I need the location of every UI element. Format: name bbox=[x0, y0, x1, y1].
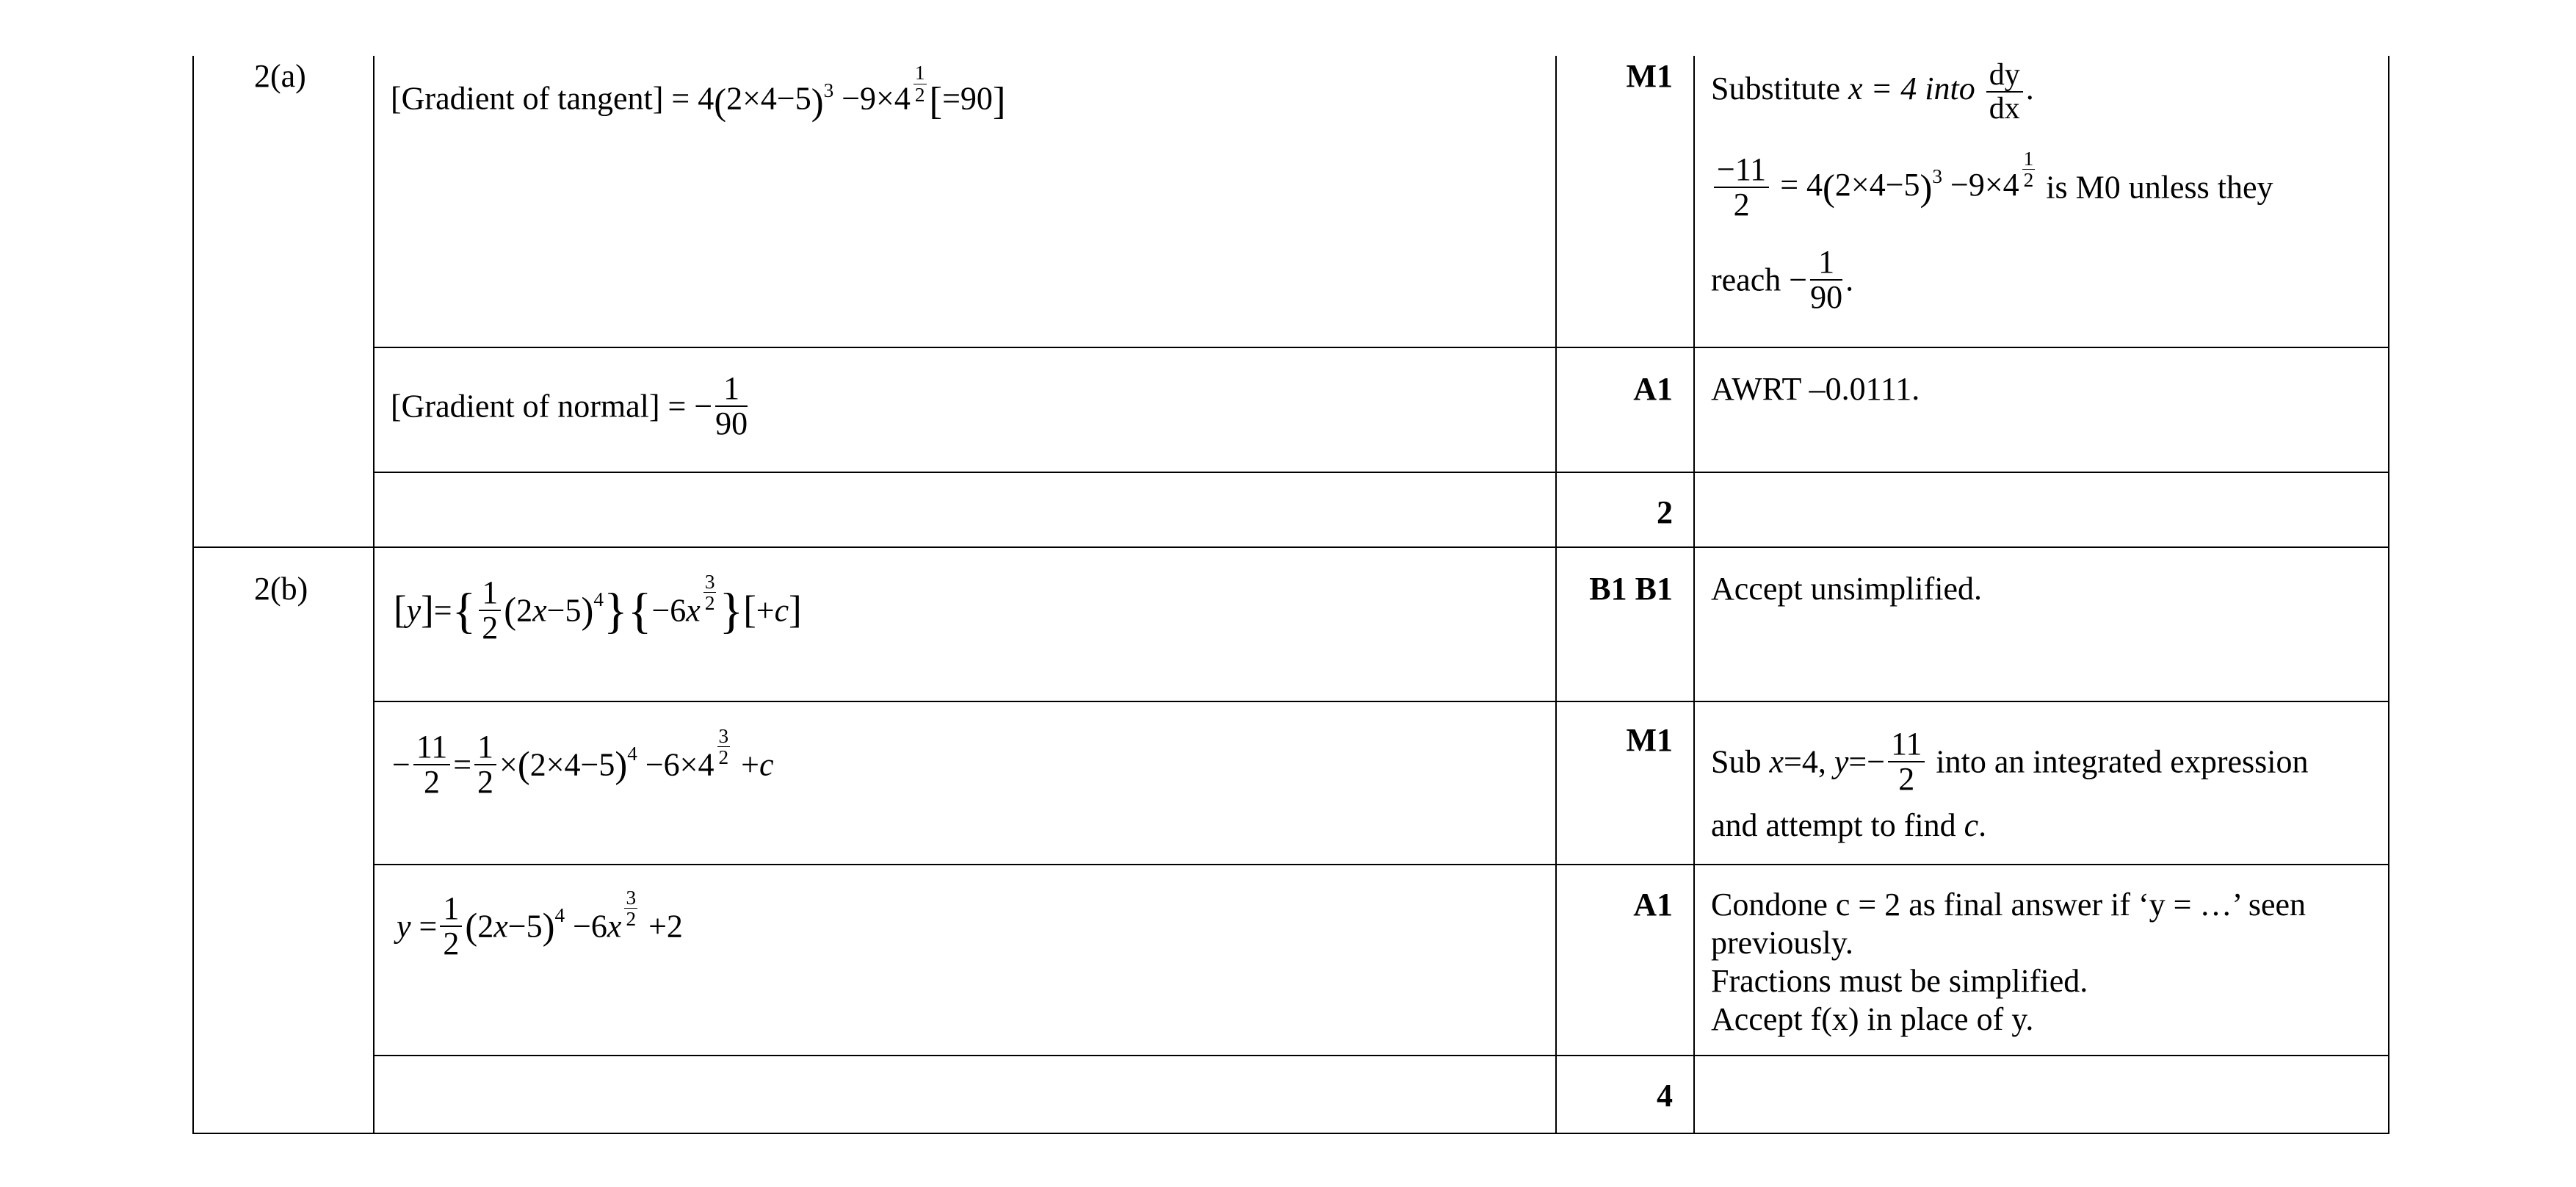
mark-m1-tangent: M1 bbox=[1626, 58, 1673, 94]
table-border-left bbox=[192, 56, 194, 1134]
guidance-sub-tail: into an integrated expression bbox=[1928, 743, 2309, 780]
answer-prefix: [Gradient of tangent] = bbox=[391, 80, 698, 117]
guidance-unsimplified: Accept unsimplified. bbox=[1711, 571, 1983, 607]
question-number-2b: 2(b) bbox=[254, 571, 308, 607]
answer-integral: [y]={ $\frac{1}{2}$ $(2x-5)^4\}\{-6x$ $\frac{3}{2}$ }[+c] bbox=[394, 570, 802, 646]
guidance-equation-m0: $\frac{-11}{2}$ = $4(2\times 4-5)^3 -9\times 4$ $\frac{1}{2}$ is M0 unless they bbox=[1711, 153, 2273, 222]
dx-text: dx bbox=[1989, 92, 2020, 126]
row-divider bbox=[192, 546, 2389, 548]
guidance-fractions: Fractions must be simplified. bbox=[1711, 963, 2088, 999]
mark-m1-substitution: M1 bbox=[1626, 722, 1673, 758]
guidance-period: . bbox=[2025, 71, 2034, 107]
guidance-substitute bbox=[1711, 59, 2034, 125]
dy-text: dy bbox=[1986, 59, 2023, 93]
answer-substitution: − $\frac{11}{2}$ = $\frac{1}{2}$ $\times(2\times 4-5)^4 -6\times 4$ $\frac{3}{2}$ +c bbox=[392, 724, 774, 801]
guidance-m0-suffix: is M0 unless they bbox=[2038, 169, 2273, 206]
mark-a1-normal: A1 bbox=[1633, 371, 1673, 407]
normal-prefix: [Gradient of normal] = bbox=[391, 388, 695, 425]
guidance-reach: reach − $\frac{1}{90}$ . bbox=[1711, 244, 1854, 316]
table-border-right bbox=[2388, 56, 2389, 1134]
guidance-find-c: and attempt to find c. bbox=[1711, 807, 1987, 843]
dy-dx-fraction bbox=[1986, 59, 2023, 125]
answer-gradient-of-normal: [Gradient of normal] = − $\frac{1}{90}$ bbox=[391, 370, 748, 442]
total-marks-2b: 4 bbox=[1657, 1078, 1673, 1114]
row-divider bbox=[373, 701, 2389, 702]
answer-final-y: y = $\frac{1}{2}$ $(2x-5)^4 -6x$ $\frac{3}{2}$ +2 bbox=[397, 886, 683, 962]
table-divider-question bbox=[373, 56, 375, 1134]
row-divider bbox=[373, 1055, 2389, 1056]
question-number-2a: 2(a) bbox=[254, 58, 306, 94]
mark-a1-final: A1 bbox=[1633, 887, 1673, 923]
minus-eleven-over-two: $\frac{-11}{2}$ bbox=[1714, 153, 1769, 222]
one-over-ninety: $\frac{1}{90}$ bbox=[1810, 244, 1843, 316]
table-border-bottom bbox=[192, 1133, 2389, 1134]
total-marks-2a: 2 bbox=[1657, 494, 1673, 530]
guidance-condone: Condone c = 2 as final answer if ‘y = …’ seen bbox=[1711, 887, 2307, 923]
mark-b1-b1: B1 B1 bbox=[1589, 571, 1673, 607]
guidance-previously: previously. bbox=[1711, 925, 1853, 961]
row-divider bbox=[373, 864, 2389, 865]
eleven-over-two: $\frac{11}{2}$ bbox=[1888, 727, 1925, 796]
normal-fraction: $\frac{1}{90}$ bbox=[715, 370, 748, 442]
guidance-substitute-intro: Substitute bbox=[1711, 71, 1849, 107]
row-divider bbox=[373, 347, 2389, 348]
guidance-sub-values: Sub x=4, y=− $\frac{11}{2}$ into an integrated expression bbox=[1711, 726, 2309, 798]
row-divider bbox=[373, 472, 2389, 473]
table-divider-guidance bbox=[1693, 56, 1695, 1134]
answer-gradient-of-tangent: [Gradient of tangent] = $4(2\times 4-5)^3 -9\times 4$ $\frac{1}{2}$ [=90] bbox=[391, 61, 1006, 123]
guidance-sub-word: Sub bbox=[1711, 743, 1770, 780]
guidance-substitute-x: x = 4 into bbox=[1848, 71, 1975, 107]
guidance-awrt: AWRT –0.0111. bbox=[1711, 371, 1920, 407]
guidance-accept-fx: Accept f(x) in place of y. bbox=[1711, 1001, 2034, 1037]
guidance-reach-word: reach bbox=[1711, 261, 1781, 298]
